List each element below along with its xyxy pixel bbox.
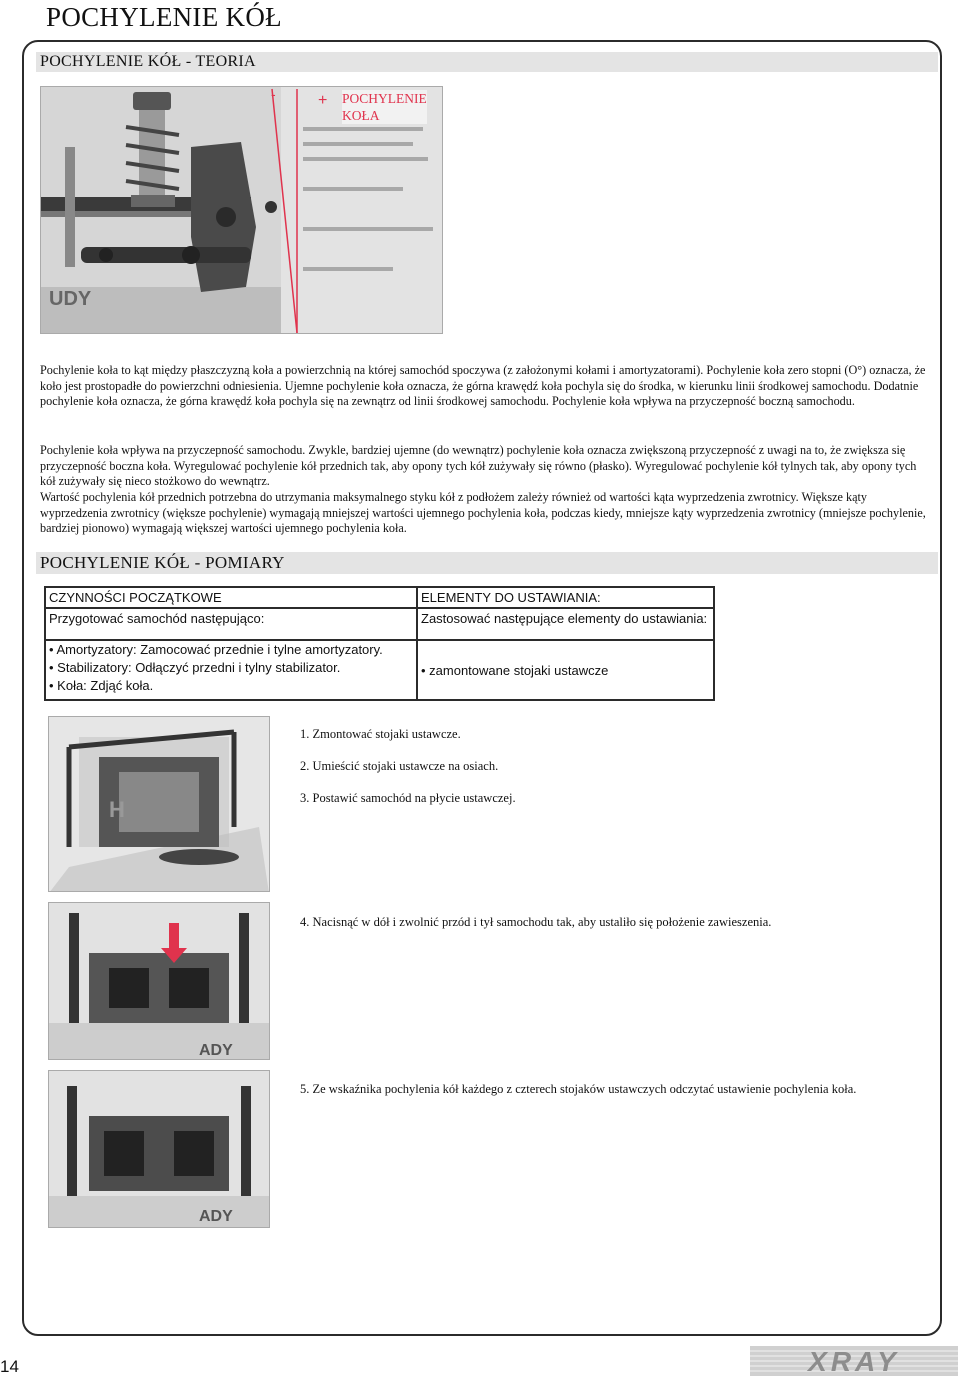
svg-text:ADY: ADY — [199, 1208, 233, 1225]
step-2: 2. Umieścić stojaki ustawcze na osiach. — [300, 759, 499, 773]
page-title: POCHYLENIE KÓŁ — [46, 2, 282, 32]
list-item: • Stabilizatory: Odłączyć przedni i tylny stabilizator. — [49, 660, 341, 675]
theory-heading: POCHYLENIE KÓŁ - TEORIA — [36, 52, 938, 72]
logo-text: XRAY — [808, 1346, 900, 1376]
theory-paragraph-2: Pochylenie koła wpływa na przyczepność samochodu. Zwykle, bardziej ujemne (do wewnątrz) pochylenie koła oznacza zwiększoną przyczepność z uwagi na to, że zwiększa się przyczepność boczna koła. Wyregulować pochylenie kół przednich tak, aby opony tych kół zużywały się równo (płasko). Wyregulować pochylenie kół tylnych tak, aby opony tych kół zużywały się nieco stożkowo do wewnątrz. — [40, 443, 917, 489]
theory-paragraph-1: Pochylenie koła to kąt między płaszczyzną koła a powierzchnią na której samochód spoczywa (z założonymi kołami i amortyzatorami). Pochylenie koła zero stopni (O°) oznacza, że koło jest prostopadłe do powierzchni odniesienia. Ujemne pochylenie koła oznacza, że górna krawędź koła pochyla się do środka, w kierunku linii środkowej samochodu. Dodatnie pochylenie koła oznacza, że górna krawędź koła pochyla się na zewnątrz od linii środkowej samochodu. Pochylenie koła wpływa na przyczepność boczną samochodu. — [40, 363, 926, 409]
list-item: • Amortyzatory: Zamocować przednie i tylne amortyzatory. — [49, 642, 383, 657]
table-header-initial: CZYNNOŚCI POCZĄTKOWE — [45, 587, 417, 608]
table-right-items — [417, 640, 714, 700]
list-item: • Koła: Zdjąć koła. — [49, 678, 154, 693]
measurement-heading: POCHYLENIE KÓŁ - POMIARY — [36, 552, 938, 574]
step-1: 1. Zmontować stojaki ustawcze. — [300, 727, 461, 741]
page-number: 14 — [0, 1357, 19, 1376]
svg-text:ADY: ADY — [199, 1042, 233, 1059]
minus-mark: - — [271, 86, 276, 102]
step-photo-2 — [48, 902, 270, 1060]
plus-mark: + — [318, 92, 328, 109]
camber-label — [342, 90, 427, 124]
step-3: 3. Postawić samochód na płycie ustawczej. — [300, 791, 516, 805]
setup-table — [44, 586, 715, 701]
table-header-elements: ELEMENTY DO USTAWIANIA: — [417, 587, 714, 608]
table-left-items — [45, 640, 417, 700]
step-5: 5. Ze wskaźnika pochylenia kół każdego z czterech stojaków ustawczych odczytać ustawienie pochylenia koła. — [300, 1082, 857, 1096]
table-left-intro: Przygotować samochód następująco: — [45, 608, 417, 640]
xray-logo — [750, 1346, 958, 1381]
theory-paragraph-3: Wartość pochylenia kół przednich potrzebna do utrzymania maksymalnego styku kół z podłożem zależy również od wartości kąta wyprzedzenia zwrotnicy. Większe kąty wyprzedzenia zwrotnicy (większe pochylenie) wymagają mniejszej wartości ujemnego pochylenia koła, podczas kiedy, mniejsze kąty wyprzedzenia zwrotnicy (mniejsze pochylenie, bardziej pionowo) wymagają większej wartości ujemnego pochylenia koła. — [40, 490, 926, 536]
step-photo-3 — [48, 1070, 270, 1228]
svg-text:UDY: UDY — [49, 288, 92, 310]
table-right-intro: Zastosować następujące elementy do ustawiania: — [417, 608, 714, 640]
step-4: 4. Nacisnąć w dół i zwolnić przód i tył samochodu tak, aby ustaliło się położenie zawieszenia. — [300, 915, 772, 929]
svg-text:H: H — [109, 797, 125, 822]
camber-label-line1: POCHYLENIE — [342, 91, 427, 106]
step-photo-1 — [48, 716, 270, 892]
list-item: • zamontowane stojaki ustawcze — [421, 662, 609, 678]
camber-label-line2: KOŁA — [342, 108, 380, 123]
